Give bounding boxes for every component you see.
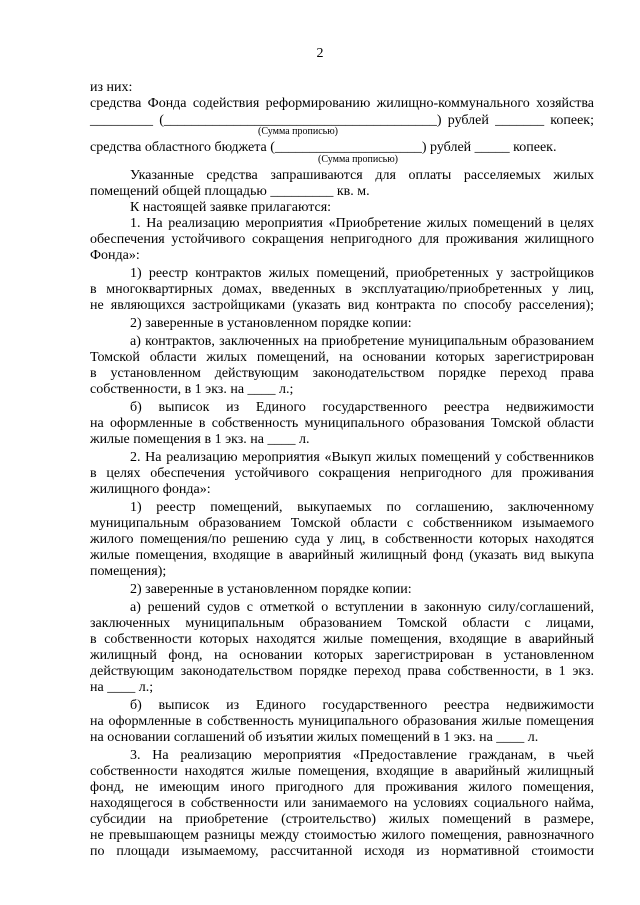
text-line: на оформленные в собственность муниципального образования Томской области xyxy=(90,416,594,431)
text-line: жилищный фонд, на основании которых зарегистрирован в установленном xyxy=(90,648,594,663)
text-line: на ____ л.; xyxy=(90,680,154,695)
text-line: б) выписок из Единого государственного реестра недвижимости xyxy=(130,400,594,415)
text-line: Указанные средства запрашиваются для оплаты расселяемых жилых xyxy=(130,168,594,183)
text-line: Томской области жилых помещений, на основании которых зарегистрирован xyxy=(90,350,594,365)
text-line: на основании соглашений об изъятии жилых помещений в 1 экз. на ____ л. xyxy=(90,730,539,745)
text-line: жилищного фонда»: xyxy=(90,482,211,497)
text-line: помещения); xyxy=(90,564,167,579)
text-line: собственности находятся жилые помещения, входящие в аварийный жилищный xyxy=(90,764,594,779)
text-line: а) решений судов с отметкой о вступлении в законную силу/соглашений, xyxy=(130,600,594,615)
text-line: по площади изымаемому, рассчитанной исходя из нормативной стоимости xyxy=(90,844,594,859)
text-line: б) выписок из Единого государственного реестра недвижимости xyxy=(130,698,594,713)
text-line: жилые помещения в 1 экз. на ____ л. xyxy=(90,432,310,447)
text-line: помещений общей площадью _________ кв. м. xyxy=(90,184,370,199)
text-line: не превышающем разницы между стоимостью жилого помещения, равнозначного xyxy=(90,828,594,843)
text-line: в собственности которых находятся жилые помещения, входящие в аварийный xyxy=(90,632,594,647)
text-line: 2) заверенные в установленном порядке копии: xyxy=(130,316,412,331)
text-line: 2. На реализацию мероприятия «Выкуп жилых помещений у собственников xyxy=(130,450,594,465)
text-line: муниципальным образованием Томской области с собственником изымаемого xyxy=(90,516,594,531)
text-line: на оформленные в собственность муниципального образования жилые помещения xyxy=(90,714,594,729)
text-line: в целях обеспечения устойчивого сокращения непригодного для проживания xyxy=(90,466,594,481)
text-line: средства областного бюджета (_____________________) рублей _____ копеек. xyxy=(90,140,557,155)
text-line: субсидии на приобретение (строительство) жилых помещений в размере, xyxy=(90,812,594,827)
text-line: средства Фонда содействия реформированию жилищно-коммунального хозяйства xyxy=(90,96,594,111)
text-line: не являющихся застройщиками (указать вид контракта по способу расселения); xyxy=(90,298,594,313)
text-line: 1) реестр контрактов жилых помещений, приобретенных у застройщиков xyxy=(130,266,594,281)
amount-caption: (Сумма прописью) xyxy=(318,154,398,165)
text-line: Фонда»: xyxy=(90,248,140,263)
text-line: в установленном действующим законодательством порядке переход права xyxy=(90,366,594,381)
text-line: 1) реестр помещений, выкупаемых по соглашению, заключенному xyxy=(130,500,594,515)
page-number: 2 xyxy=(316,46,324,61)
text-line: обеспечения устойчивого сокращения непригодного для проживания жилищного xyxy=(90,232,594,247)
text-line: а) контрактов, заключенных на приобретение муниципальным образованием xyxy=(130,334,594,349)
text-line: 3. На реализацию мероприятия «Предоставление гражданам, в чьей xyxy=(130,748,594,763)
text-line: жилые помещения, входящие в аварийный жилищный фонд (указать вид выкупа xyxy=(90,548,594,563)
text-line: _________ (_______________________________________) рублей _______ копеек; xyxy=(90,113,594,128)
text-line: собственности, в 1 экз. на ____ л.; xyxy=(90,382,294,397)
text-line: из них: xyxy=(90,80,133,95)
text-line: жилого помещения/по решению суда у лиц, в собственности которых находятся xyxy=(90,532,594,547)
text-line: 2) заверенные в установленном порядке копии: xyxy=(130,582,412,597)
text-line: находящегося в собственности или занимаемого на условиях социального найма, xyxy=(90,796,594,811)
text-line: действующим законодательством порядке переход права собственности, в 1 экз. xyxy=(90,664,594,679)
text-line: в многоквартирных домах, введенных в эксплуатацию/приобретенных у лиц, xyxy=(90,282,594,297)
text-line: заключенных муниципальным образованием Томской области с лицами, xyxy=(90,616,594,631)
amount-caption: (Сумма прописью) xyxy=(258,126,338,137)
text-line: К настоящей заявке прилагаются: xyxy=(130,200,332,215)
text-line: 1. На реализацию мероприятия «Приобретение жилых помещений в целях xyxy=(130,216,594,231)
text-line: фонд, не имеющим иного пригодного для проживания жилого помещения, xyxy=(90,780,594,795)
